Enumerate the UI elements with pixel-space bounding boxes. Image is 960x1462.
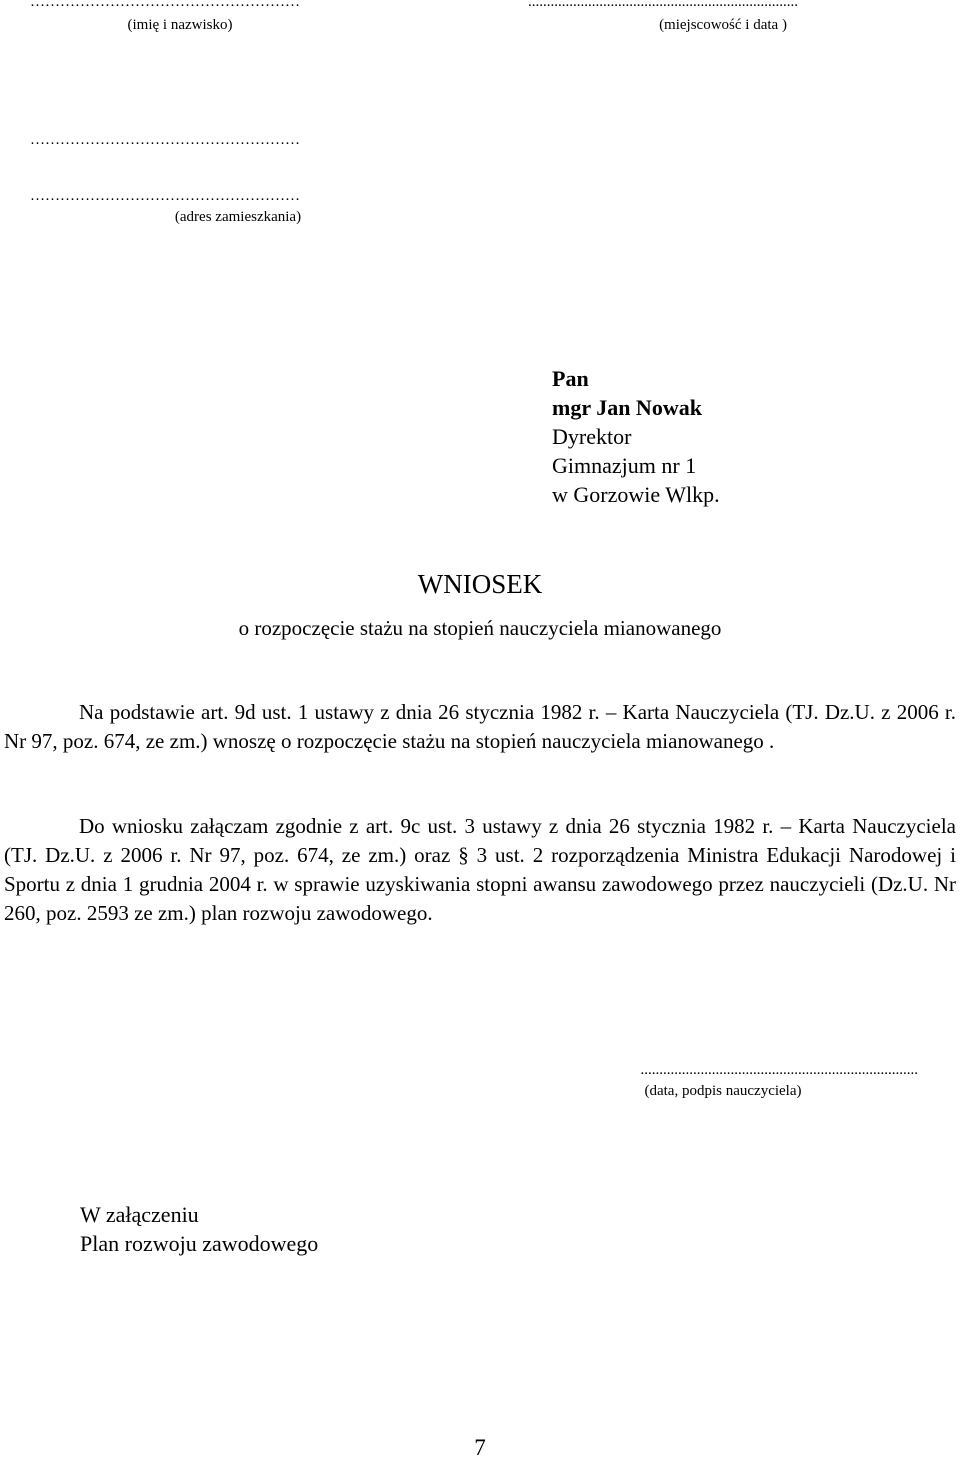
place-date-caption: (miejscowość i data ) [659, 17, 787, 33]
addressee-institution: Gimnazjum nr 1 [552, 453, 697, 478]
addressee-salutation: Pan [552, 366, 589, 391]
attachments-heading: W załączeniu [80, 1202, 199, 1227]
body-paragraph-attachment: Do wniosku załączam zgodnie z art. 9c ust. 3 ustawy z dnia 26 stycznia 1982 r. – Karta Nauczyciela (TJ. Dz.U. z 2006 r. Nr 97, poz. 674, ze zm.) oraz § 3 ust. 2 rozporządzenia Ministra Edukacji Narodowej i Sportu z dnia 1 grudnia 2004 r. w sprawie uzyskiwania stopni awansu zawodowego przez nauczycieli (Dz.U. Nr 260, poz. 2593 ze zm.) plan rozwoju zawodowego. [4, 814, 956, 925]
addressee-name: mgr Jan Nowak [552, 395, 702, 420]
document-title: WNIOSEK [417, 569, 543, 599]
place-date-dotted-line: ........................................................................ [528, 0, 798, 10]
address-caption: (adres zamieszkania) [174, 209, 302, 225]
signature-caption: (data, podpis nauczyciela) [644, 1083, 802, 1099]
signature-dotted-line: .......................................................................... [640, 1062, 918, 1078]
name-dotted-line: ……………………………………………… [30, 0, 300, 10]
document-subtitle: o rozpoczęcie stażu na stopień nauczyciela mianowanego [238, 616, 722, 640]
addressee-city: w Gorzowie Wlkp. [552, 482, 720, 507]
name-caption: (imię i nazwisko) [127, 17, 233, 33]
address-dotted-line-2: ……………………………………………… [30, 188, 300, 204]
attachments-item: Plan rozwoju zawodowego [80, 1231, 319, 1256]
page-number: 7 [474, 1435, 486, 1460]
address-dotted-line-1: ……………………………………………… [30, 132, 300, 148]
addressee-position: Dyrektor [552, 424, 632, 449]
body-paragraph-request: Na podstawie art. 9d ust. 1 ustawy z dnia 26 stycznia 1982 r. – Karta Nauczyciela (TJ. Dz.U. z 2006 r. Nr 97, poz. 674, ze zm.) wnoszę o rozpoczęcie stażu na stopień nauczyciela mianowanego . [4, 700, 956, 753]
addressee-block [552, 364, 720, 509]
attachments-block [80, 1200, 318, 1258]
